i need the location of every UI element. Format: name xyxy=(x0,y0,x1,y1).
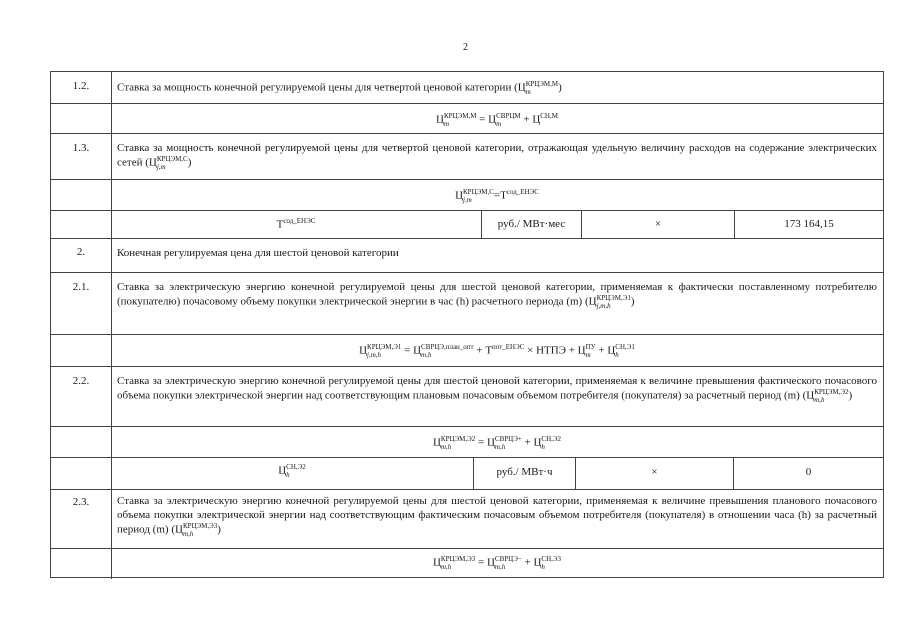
formula-row xyxy=(51,548,883,579)
formula: Ц КРЦЭМ,Э2 m,h = Ц СВРЦЭ+ m,h + Ц СН,Э2 h xyxy=(432,435,562,451)
unit-cell: руб./ МВт·ч xyxy=(473,458,575,489)
row-description: Ставка за мощность конечной регулируемой цены для четвертой ценовой категории (Ц КРЦЭМ,М m ) xyxy=(117,80,562,96)
formula: Ц КРЦЭМ,М m = Ц СВРЦМ m + $Ц^{СН,М}$ xyxy=(436,112,558,129)
table-row xyxy=(51,72,883,103)
formula: Ц КРЦЭМ,Э1 j,m,h = Ц СВРЦЭ,план_опт m,h + $Т^{пот\_ЕНЭС}$ × НТПЭ + Ц ПУ m + Ц СН,Э1 h xyxy=(359,343,635,360)
row-description: Ставка за мощность конечной регулируемой цены для четвертой ценовой категории, отражающая удельную величину расходов на содержание электрических сетей (Ц КРЦЭМ,С j,m ) xyxy=(117,142,877,171)
table-row xyxy=(51,366,883,426)
table-row xyxy=(51,238,883,272)
value-cell: 173 164,15 xyxy=(734,211,883,238)
column-divider xyxy=(111,238,112,579)
formula-row xyxy=(51,103,883,133)
page-number: 2 xyxy=(463,42,468,53)
formula-row xyxy=(51,334,883,366)
formula-row xyxy=(51,426,883,457)
row-description: Ставка за электрическую энергию конечной регулируемой цены для шестой ценовой категории, применяемая к фактически поставленному потребителю (покупателю) почасовому объему покупки электрической энергии в час (h) расчетного периода (m) (Ц КРЦЭМ,Э1 j,m,h ) xyxy=(117,281,877,310)
table-row xyxy=(51,133,883,179)
values-row xyxy=(51,210,883,238)
formula-row xyxy=(51,179,883,210)
name-cell: $Т^{сод\_ЕНЭС}$ xyxy=(276,217,316,231)
mark-cell: × xyxy=(575,458,733,489)
row-number: 2.3. xyxy=(72,496,90,508)
unit-cell: руб./ МВт·мес xyxy=(481,211,581,238)
mark-cell: × xyxy=(581,211,734,238)
tariff-table xyxy=(50,71,884,578)
name-cell: Ц СН,Э2 h xyxy=(278,463,306,479)
row-number: 2. xyxy=(76,246,86,258)
row-number: 2.1. xyxy=(72,281,90,293)
row-description: Ставка за электрическую энергию конечной регулируемой цены для шестой ценовой категории, применяемая к величине превышения планового почасового объема покупки электрической энергии над соответствующим фактическим почасовым объемом потребителя (покупателя) в отношении часа (h) за расчетный период (m) (Ц КРЦЭМ,Э3 m,h ) xyxy=(117,495,877,538)
table-row xyxy=(51,272,883,334)
formula: Ц КРЦЭМ,С j,m $=Т^{сод\_ЕНЭС}$ xyxy=(455,188,539,205)
row-number: 1.2. xyxy=(72,80,90,92)
column-divider xyxy=(111,72,112,238)
row-number: 1.3. xyxy=(72,142,90,154)
table-row xyxy=(51,489,883,548)
formula: Ц КРЦЭМ,Э3 m,h = Ц СВРЦЭ− m,h + Ц СН,Э3 h xyxy=(432,555,562,571)
values-row xyxy=(51,457,883,489)
row-description: Ставка за электрическую энергию конечной регулируемой цены для шестой ценовой категории, применяемая к величине превышения фактического почасового объема покупки электрической энергии над соответствующим плановым почасовым объемом потребителя (покупателя) за расчетный период (m) (Ц КРЦЭМ,Э2 m,h ) xyxy=(117,375,877,404)
row-description: Конечная регулируемая цена для шестой ценовой категории xyxy=(117,247,399,259)
row-number: 2.2. xyxy=(72,375,90,387)
value-cell: 0 xyxy=(733,458,883,489)
